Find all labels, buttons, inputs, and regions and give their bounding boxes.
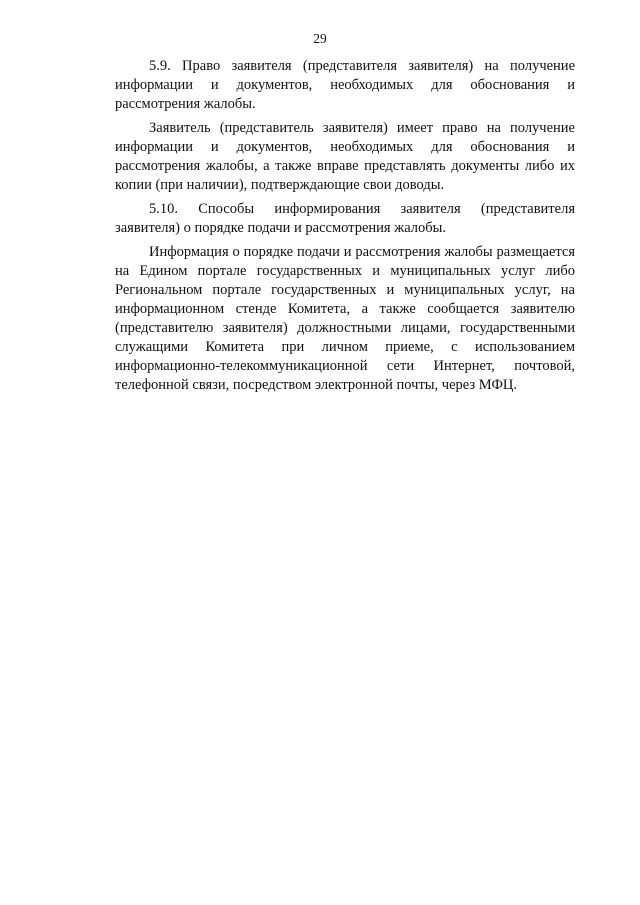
paragraph-5-9-heading: 5.9. Право заявителя (представителя заявителя) на получение информации и документов, необходимых для обоснования и рассмотрения жалобы. xyxy=(115,58,575,112)
page-number: 29 xyxy=(313,31,327,46)
document-body xyxy=(115,57,575,395)
paragraph-complaint-info: Информация о порядке подачи и рассмотрения жалобы размещается на Едином портале государственных и муниципальных услуг либо Региональном портале государственных и муниципальных услуг, на информационном стенде Комитета, а также сообщается заявителю (представителю заявителя) должностными лицами, государственными служащими Комитета при личном приеме, с использованием информационно-телекоммуникационной сети Интернет, почтовой, телефонной связи, посредством электронной почты, через МФЦ. xyxy=(115,244,575,393)
paragraph-applicant-right: Заявитель (представитель заявителя) имеет право на получение информации и документов, необходимых для обоснования и рассмотрения жалобы, а также вправе представлять документы либо их копии (при наличии), подтверждающие свои доводы. xyxy=(115,120,575,193)
paragraph-5-10-heading: 5.10. Способы информирования заявителя (представителя заявителя) о порядке подачи и рассмотрения жалобы. xyxy=(115,201,575,236)
